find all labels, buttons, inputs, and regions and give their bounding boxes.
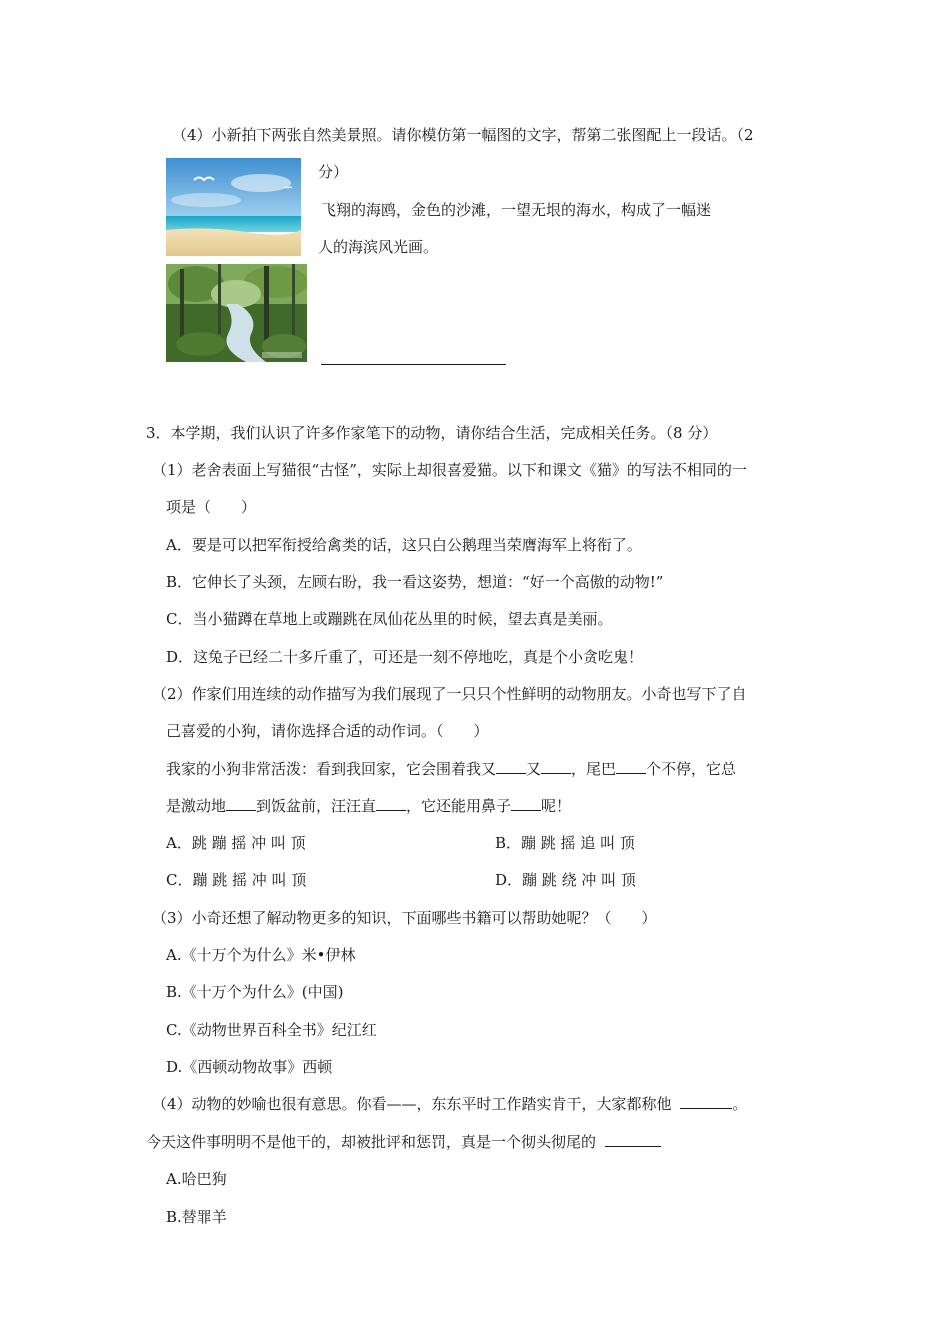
blank-2[interactable]	[541, 759, 571, 774]
q3-p2-option-a[interactable]: A．跳 蹦 摇 冲 叫 顶	[166, 834, 306, 852]
beach-photo	[166, 158, 301, 256]
q3-p1-option-d[interactable]: D．这兔子已经二十多斤重了，可还是一刻不停地吃，真是个小贪吃鬼！	[166, 648, 644, 666]
passage-text: 到饭盆前，汪汪直	[256, 797, 377, 815]
q3-p3-option-b[interactable]: B.《十万个为什么》(中国)	[166, 983, 344, 1001]
blank-p4-2[interactable]	[605, 1132, 661, 1147]
blank-4[interactable]	[226, 796, 256, 811]
q3-p2-option-d[interactable]: D．蹦 跳 绕 冲 叫 顶	[495, 871, 636, 889]
q3-p2-line2: 己喜爱的小狗，请你选择合适的动作词。（ ）	[166, 722, 489, 740]
q3-p3-option-c[interactable]: C.《动物世界百科全书》纪江红	[166, 1021, 377, 1039]
blank-5[interactable]	[376, 796, 406, 811]
q3-p3-option-a[interactable]: A.《十万个为什么》米•伊林	[166, 946, 356, 964]
answer-line[interactable]	[321, 364, 506, 365]
q3-p3-option-d[interactable]: D.《西顿动物故事》西顿	[166, 1058, 333, 1076]
passage-text: 个不停，它总	[646, 760, 737, 778]
section4-example-line1: 飞翔的海鸥，金色的沙滩，一望无垠的海水，构成了一幅迷	[321, 201, 712, 219]
section4-prompt-line2: 分）	[318, 163, 349, 181]
section4-example-line2: 人的海滨风光画。	[318, 238, 439, 256]
q3-p4-line1	[152, 1094, 747, 1114]
passage-text: 又	[526, 760, 542, 778]
q3-p2-option-c[interactable]: C．蹦 跳 摇 冲 叫 顶	[166, 871, 307, 889]
passage-text: ，尾巴	[571, 760, 617, 778]
q3-p1-line2: 项是（ ）	[166, 498, 257, 516]
q3-p1-option-a[interactable]: A．要是可以把军衔授给禽类的话，这只白公鹅理当荣膺海军上将衔了。	[166, 536, 642, 554]
q3-p1-line1: （1）老舍表面上写猫很“古怪”，实际上却很喜爱猫。以下和课文《猫》的写法不相同的一	[152, 461, 747, 479]
forest-stream-photo	[166, 264, 307, 362]
q3-p4-option-a[interactable]: A.哈巴狗	[166, 1170, 227, 1188]
blank-3[interactable]	[616, 759, 646, 774]
q3-p3-line1: （3）小奇还想了解动物更多的知识，下面哪些书籍可以帮助她呢？（ ）	[152, 909, 657, 927]
q3-p2-passage-line1	[166, 759, 736, 779]
passage-text: ，它还能用鼻子	[406, 797, 512, 815]
p4-text-end: 。	[732, 1095, 748, 1113]
q3-p4-option-b[interactable]: B.替罪羊	[166, 1208, 227, 1226]
q3-p1-option-c[interactable]: C．当小猫蹲在草地上或蹦跳在凤仙花丛里的时候，望去真是美丽。	[166, 610, 613, 628]
passage-text: 是激动地	[166, 797, 227, 815]
passage-text: 呢！	[541, 797, 572, 815]
p4-text: （4）动物的妙喻也很有意思。你看——，东东平时工作踏实肯干，大家都称他	[152, 1095, 672, 1113]
passage-text: 我家的小狗非常活泼：看到我回家，它会围着我又	[166, 760, 497, 778]
blank-p4-1[interactable]	[680, 1094, 732, 1109]
section4-prompt-line1: （4）小新拍下两张自然美景照。请你模仿第一幅图的文字，帮第二张图配上一段话。（2	[172, 126, 754, 144]
q3-p2-line1: （2）作家们用连续的动作描写为我们展现了一只只个性鲜明的动物朋友。小奇也写下了自	[152, 685, 747, 703]
blank-1[interactable]	[496, 759, 526, 774]
q3-p2-passage-line2	[166, 796, 571, 816]
q3-p1-option-b[interactable]: B．它伸长了头颈，左顾右盼，我一看这姿势，想道：“好一个高傲的动物!”	[166, 573, 664, 591]
q3-title: 3．本学期，我们认识了许多作家笔下的动物，请你结合生活，完成相关任务。（8 分）	[146, 424, 718, 442]
q3-p2-option-b[interactable]: B．蹦 跳 摇 追 叫 顶	[495, 834, 635, 852]
blank-6[interactable]	[511, 796, 541, 811]
p4-text: 今天这件事明明不是他干的，却被批评和惩罚，真是一个彻头彻尾的	[146, 1133, 597, 1151]
q3-p4-line2	[146, 1132, 661, 1152]
